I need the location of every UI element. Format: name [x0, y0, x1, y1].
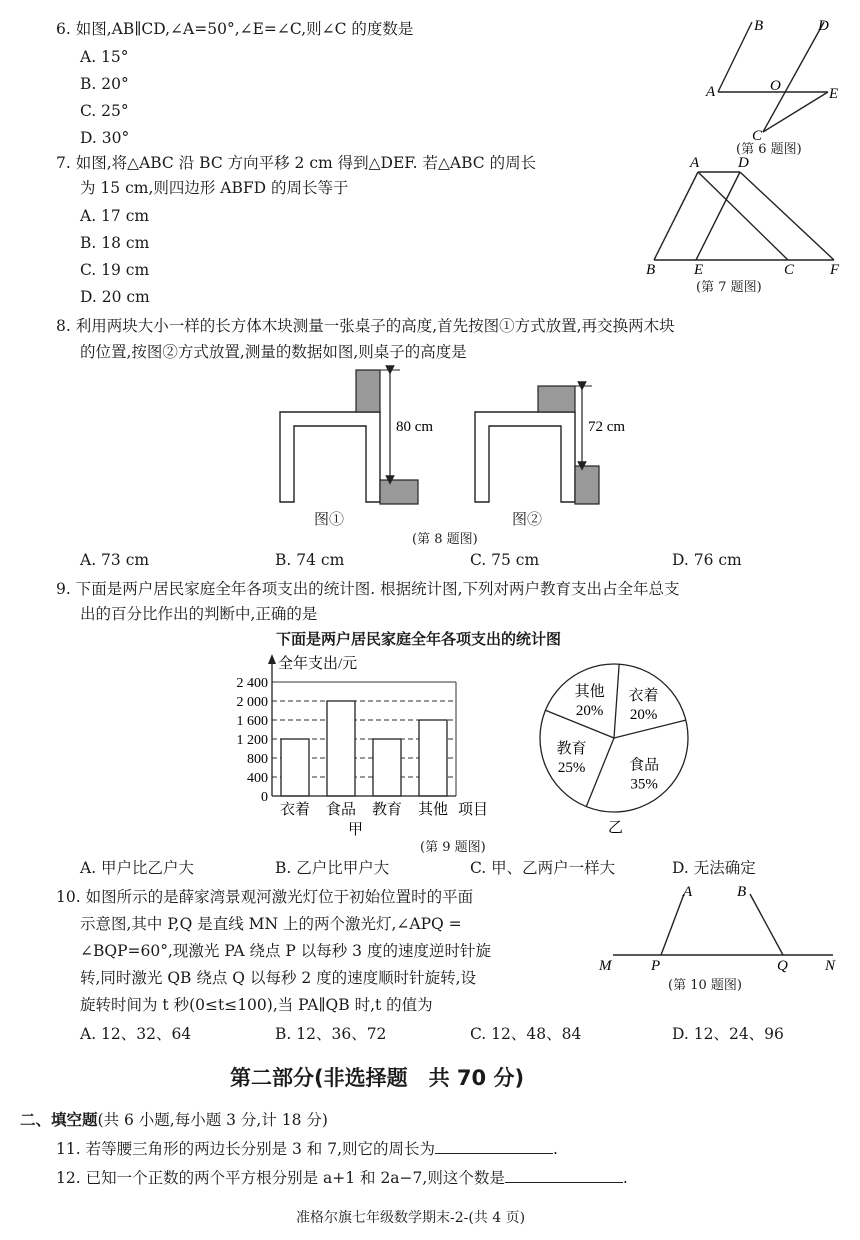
q10-label-p: P [651, 958, 661, 974]
q8-option-a: A. 73 cm [80, 551, 150, 569]
bar-xtick-label: 教育 [371, 802, 403, 818]
bar-衣着 [281, 739, 309, 796]
q6-label-e: E [829, 86, 839, 102]
q6-caption: (第 6 题图) [736, 142, 802, 157]
q7-option-d: D. 20 cm [80, 288, 150, 306]
q11-answer-blank[interactable] [435, 1137, 553, 1154]
bar-ytick-label: 800 [247, 752, 268, 767]
q9-stem-line2: 出的百分比作出的判断中,正确的是 [80, 605, 318, 623]
q9-stem-line1: 9. 下面是两户居民家庭全年各项支出的统计图. 根据统计图,下列对两户教育支出占全年总支 [56, 580, 680, 598]
q6-option-d: D. 30° [80, 129, 130, 147]
q7-caption: (第 7 题图) [696, 280, 762, 295]
q10-label-b: B [737, 884, 747, 900]
section2-heading [20, 1108, 328, 1130]
q12 [56, 1166, 628, 1188]
q10-label-m: M [599, 958, 612, 974]
q8-fig1-table [280, 412, 380, 502]
q7-label-f: F [830, 262, 840, 278]
pie-value-label: 35% [630, 776, 658, 793]
q7-option-b: B. 18 cm [80, 234, 150, 252]
q8-fig2-block-floor [575, 466, 599, 504]
bar-xlabel: 项目 [458, 802, 489, 818]
q6-option-c: C. 25° [80, 102, 129, 120]
q10-caption: (第 10 题图) [668, 978, 742, 993]
q6-label-o: O [770, 78, 781, 94]
q8-option-d: D. 76 cm [672, 551, 742, 569]
q6-option-a: A. 15° [80, 48, 129, 66]
q8-fig1-block-floor [380, 480, 418, 504]
q10-line3: ∠BQP=60°,现激光 PA 绕点 P 以每秒 3 度的速度逆时针旋 [80, 942, 491, 960]
section2-note: (共 6 小题,每小题 3 分,计 18 分) [97, 1111, 328, 1129]
pie-chart-label: 乙 [608, 820, 624, 836]
pie-label: 教育 [556, 740, 587, 757]
q12-text: 12. 已知一个正数的两个平方根分别是 a+1 和 2a−7,则这个数是 [56, 1169, 505, 1187]
bar-ytick-label: 0 [261, 790, 268, 805]
q7-stem-line2: 为 15 cm,则四边形 ABFD 的周长等于 [80, 179, 349, 197]
pie-series [540, 664, 688, 812]
q12-end: . [622, 1169, 628, 1187]
q6-label-b: B [754, 18, 764, 34]
q9-bar-chart [220, 648, 520, 843]
q10-line2: 示意图,其中 P,Q 是直线 MN 上的两个激光灯,∠APQ = [80, 915, 462, 933]
q7-label-d: D [738, 155, 749, 171]
bar-xtick-label: 食品 [325, 802, 357, 818]
section2-title: 二、填空题 [20, 1111, 98, 1129]
pie-label: 衣着 [628, 687, 659, 704]
pie-value-label: 25% [557, 759, 586, 776]
q9-pie-chart [530, 650, 700, 840]
q7-label-a: A [690, 155, 700, 171]
q8-fig2-table [475, 412, 575, 502]
q11 [56, 1137, 558, 1159]
q9-option-d: D. 无法确定 [672, 859, 756, 877]
bar-xtick-label: 衣着 [279, 802, 311, 818]
bar-ytick-label: 400 [247, 771, 268, 786]
q9-chart-title: 下面是两户居民家庭全年各项支出的统计图 [276, 630, 562, 648]
q6-label-c: C [752, 128, 763, 144]
pie-label: 其他 [574, 683, 605, 700]
q10-option-a: A. 12、32、64 [80, 1025, 192, 1043]
bar-ylabel: 全年支出/元 [278, 656, 358, 672]
q8-fig2-block-top [538, 386, 575, 412]
pie-value-label: 20% [629, 706, 658, 723]
q6-option-b: B. 20° [80, 75, 129, 93]
bar-食品 [327, 701, 355, 796]
bar-教育 [373, 739, 401, 796]
q10-line1: 10. 如图所示的是薛家湾景观河激光灯位于初始位置时的平面 [56, 888, 474, 906]
q6-line-cd [763, 22, 824, 132]
q6-stem: 6. 如图,AB∥CD,∠A=50°,∠E=∠C,则∠C 的度数是 [56, 20, 414, 38]
q9-option-c: C. 甲、乙两户一样大 [470, 859, 616, 877]
q6-line-ce [763, 92, 828, 132]
q10-label-q: Q [777, 958, 788, 974]
pie-value-label: 20% [575, 702, 604, 719]
q10-line4: 转,同时激光 QB 绕点 Q 以每秒 2 度的速度顺时针旋转,设 [80, 969, 477, 987]
q11-text: 11. 若等腰三角形的两边长分别是 3 和 7,则它的周长为 [56, 1140, 436, 1158]
q8-fig2-measure: 72 cm [588, 419, 626, 435]
q11-end: . [553, 1140, 558, 1158]
q8-stem-line1: 8. 利用两块大小一样的长方体木块测量一张桌子的高度,首先按图①方式放置,再交换两木块 [56, 317, 675, 335]
part2-title: 第二部分(非选择题 共 70 分) [230, 1066, 525, 1090]
bar-y-arrow [268, 654, 276, 664]
q10-option-c: C. 12、48、84 [470, 1025, 582, 1043]
bar-yticks [237, 676, 269, 805]
bar-ytick-label: 1 200 [236, 733, 268, 748]
pie-label: 食品 [629, 757, 660, 774]
q8-option-b: B. 74 cm [275, 551, 345, 569]
q7-label-e: E [694, 262, 704, 278]
bar-series [281, 701, 447, 796]
bar-ytick-label: 2 400 [236, 676, 268, 691]
bar-xtick-label: 其他 [417, 802, 449, 818]
q7-figure [640, 150, 850, 280]
q6-line-ab [718, 22, 752, 92]
bar-其他 [419, 720, 447, 796]
bar-ytick-label: 2 000 [236, 695, 268, 710]
bar-xticks [280, 800, 448, 818]
q10-line5: 旋转时间为 t 秒(0≤t≤100),当 PA∥QB 时,t 的值为 [80, 996, 433, 1014]
q10-label-n: N [825, 958, 836, 974]
q8-figure [270, 362, 626, 522]
q7-option-c: C. 19 cm [80, 261, 150, 279]
q7-label-c: C [784, 262, 795, 278]
bar-chart-label: 甲 [348, 822, 364, 838]
q9-caption: (第 9 题图) [420, 840, 486, 855]
q8-fig1-measure: 80 cm [396, 419, 434, 435]
q8-fig1-block-top [356, 370, 380, 412]
q10-label-a: A [683, 884, 693, 900]
page-footer: 准格尔旗七年级数学期末-2-(共 4 页) [296, 1210, 526, 1226]
q6-label-d: D [818, 18, 829, 34]
q8-fig1-label: 图① [314, 510, 345, 528]
q10-option-d: D. 12、24、96 [672, 1025, 784, 1043]
q10-option-b: B. 12、36、72 [275, 1025, 387, 1043]
q10-ray-qb [750, 894, 783, 955]
q12-answer-blank[interactable] [505, 1166, 623, 1183]
q9-option-b: B. 乙户比甲户大 [275, 859, 390, 877]
q6-label-a: A [706, 84, 716, 100]
bar-ytick-label: 1 600 [236, 714, 268, 729]
q8-fig2-label: 图② [512, 510, 543, 528]
q8-caption: (第 8 题图) [412, 532, 478, 547]
q8-option-c: C. 75 cm [470, 551, 540, 569]
q7-stem-line1: 7. 如图,将△ABC 沿 BC 方向平移 2 cm 得到△DEF. 若△ABC 的周长 [56, 154, 537, 172]
q10-ray-pa [661, 894, 684, 955]
q9-option-a: A. 甲户比乙户大 [80, 859, 195, 877]
q7-label-b: B [646, 262, 656, 278]
q7-option-a: A. 17 cm [80, 207, 150, 225]
q8-stem-line2: 的位置,按图②方式放置,测量的数据如图,则桌子的高度是 [80, 343, 467, 361]
